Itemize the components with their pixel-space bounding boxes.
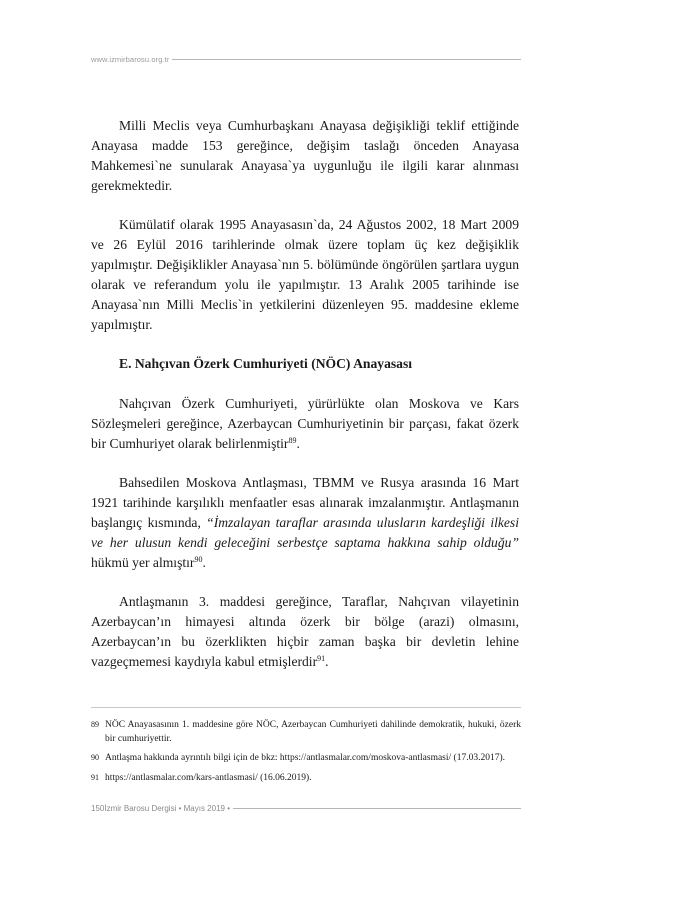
footnote-number: 91 (91, 772, 99, 782)
footnote-91 (91, 772, 521, 786)
footnote-text: Antlaşma hakkında ayrıntılı bilgi için de bkz: https://antlasmalar.com/moskova-antlasmasi/ (17.03.2017). (105, 753, 505, 763)
paragraph-5-text: Antlaşmanın 3. maddesi gereğince, Taraflar, Nahçıvan vilayetinin Azerbaycan’ın himayesi altında özerk bir bölge (arazi) olmasını, Azerbaycan’ın bu özerklikten hiçbir zaman başka bir devletin lehine vazgeçmemesi kaydıyla kabul etmişlerdir (91, 594, 519, 669)
paragraph-4-quote: “İmzalayan taraflar arasında ulusların kardeşliği ilkesi ve her ulusun kendi geleceğini serbestçe saptama hakkına sahip olduğu” (91, 515, 520, 550)
header-url: www.izmirbarosu.org.tr (91, 54, 170, 64)
footnote-ref-90: 90 (194, 554, 203, 564)
paragraph-3 (91, 394, 519, 454)
footnote-number: 90 (91, 753, 99, 762)
footnote-text: NÖC Anayasasının 1. maddesine göre NÖC, Azerbaycan Cumhuriyeti dahilinde demokratik, hukuki, özerk bir cumhuriyettir. (105, 720, 521, 744)
paragraph-4 (91, 473, 519, 573)
footnote-separator (91, 707, 521, 708)
page-header (91, 53, 521, 65)
footer-rule (233, 808, 521, 809)
footnote-text: https://antlasmalar.com/kars-antlasmasi/ (16.06.2019). (105, 772, 312, 783)
footnote-89 (91, 719, 521, 746)
paragraph-3-end: . (296, 435, 300, 451)
paragraph-5-end: . (325, 653, 329, 669)
paragraph-4-end: . (202, 554, 206, 570)
main-content (91, 116, 519, 691)
footnotes (91, 719, 521, 791)
paragraph-4-text: Bahsedilen Moskova Antlaşması, TBMM ve Rusya arasında 16 Mart 1921 tarihinde karşılıklı menfaatler esas alınarak imzalanmıştır. Antlaşmanın başlangıç kısmında, (91, 475, 519, 530)
footnote-90 (91, 752, 521, 766)
paragraph-4-after: hükmü yer almıştır (91, 554, 195, 570)
footer-text: 150İzmir Barosu Dergisi • Mayıs 2019 • (91, 803, 230, 813)
footnote-ref-89: 89 (288, 435, 297, 445)
header-rule (172, 59, 521, 60)
footnote-number: 89 (91, 720, 99, 729)
paragraph-3-text: Nahçıvan Özerk Cumhuriyeti, yürürlükte olan Moskova ve Kars Sözleşmeleri gereğince, Azerbaycan Cumhuriyetinin bir parçası, fakat özerk bir Cumhuriyet olarak belirlenmiştir (91, 395, 519, 451)
paragraph-5 (91, 592, 519, 672)
footnote-ref-91: 91 (317, 653, 326, 663)
paragraph-2: Kümülatif olarak 1995 Anayasasın`da, 24 Ağustos 2002, 18 Mart 2009 ve 26 Eylül 2016 tarihlerinde olmak üzere toplam üç kez değişiklik yapılmıştır. Değişiklikler Anayasa`nın 5. bölümünde öngörülen şartlara uygun olarak ve referandum yolu ile yapılmıştır. 13 Aralık 2005 tarihinde ise Anayasa`nın Milli Meclis`in yetkilerini düzenleyen 95. maddesine ekleme yapılmıştır. (91, 217, 519, 332)
page-footer (91, 802, 521, 814)
section-title: E. Nahçıvan Özerk Cumhuriyeti (NÖC) Anayasası (119, 356, 413, 372)
paragraph-1: Milli Meclis veya Cumhurbaşkanı Anayasa değişikliği teklif ettiğinde Anayasa madde 153 gereğince, değişim taslağı önceden Anayasa Mahkemesi`ne sunularak Anayasa`ya uygunluğu ile ilgili karar alınması gerekmektedir. (91, 118, 519, 193)
